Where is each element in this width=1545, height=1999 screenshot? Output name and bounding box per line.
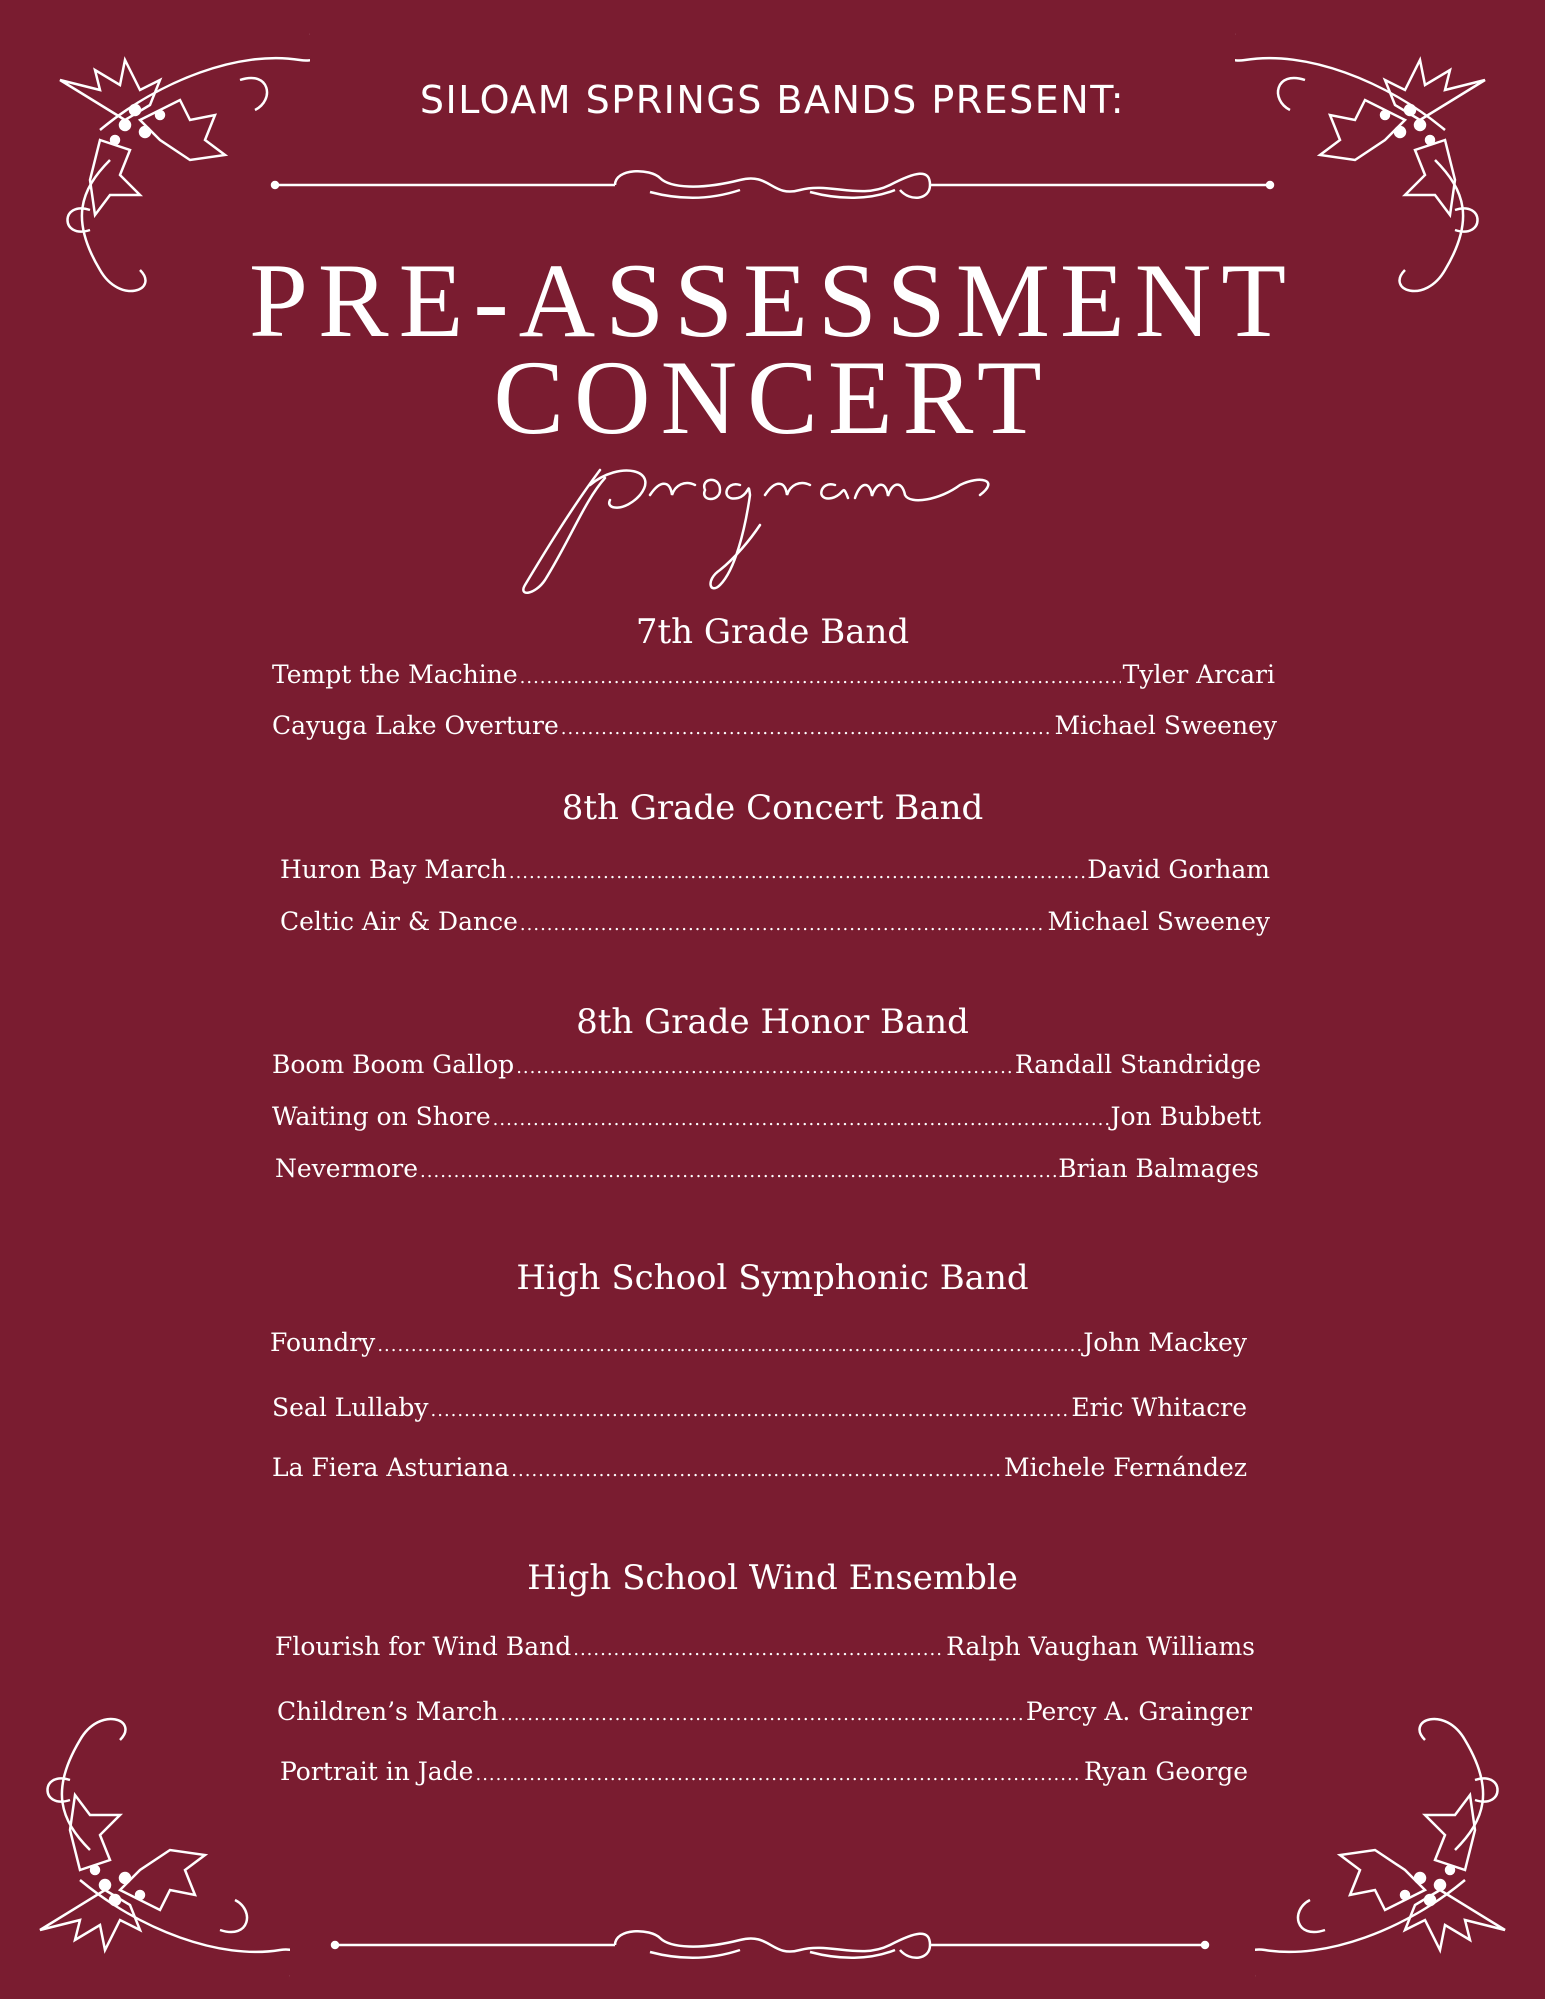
- piece-title: Flourish for Wind Band: [275, 1632, 572, 1661]
- program-row: [272, 660, 1275, 689]
- holly-corner-bottom-right-icon: [1255, 1700, 1525, 1990]
- composer-name: Michael Sweeney: [1047, 907, 1270, 936]
- section-title-8th-grade-concert-band: 8th Grade Concert Band: [561, 788, 984, 828]
- composer-name: John Mackey: [1083, 1328, 1247, 1357]
- piece-title: Children’s March: [277, 1697, 499, 1726]
- dot-leader: [573, 1639, 944, 1660]
- program-script-lettering: [510, 440, 1010, 600]
- program-row: [272, 711, 1277, 740]
- program-row: [272, 1393, 1247, 1422]
- piece-title: Boom Boom Gallop: [272, 1050, 515, 1079]
- concert-title-line-1: PRE-ASSESSMENT: [248, 242, 1297, 359]
- dot-leader: [500, 1704, 1024, 1725]
- composer-name: Tyler Arcari: [1122, 660, 1275, 689]
- composer-name: David Gorham: [1087, 855, 1270, 884]
- piece-title: Nevermore: [275, 1154, 419, 1183]
- program-row: [277, 1697, 1252, 1726]
- section-title-8th-grade-honor-band: 8th Grade Honor Band: [576, 1002, 969, 1042]
- dot-leader: [475, 1764, 1081, 1785]
- composer-name: Ralph Vaughan Williams: [946, 1632, 1255, 1661]
- dot-leader: [516, 1057, 1013, 1078]
- piece-title: La Fiera Asturiana: [272, 1453, 510, 1482]
- piece-title: Huron Bay March: [280, 855, 507, 884]
- piece-title: Seal Lullaby: [272, 1393, 429, 1422]
- program-row: [275, 1632, 1255, 1661]
- composer-name: Michael Sweeney: [1054, 711, 1277, 740]
- dot-leader: [420, 1161, 1056, 1182]
- program-row: [272, 1453, 1247, 1482]
- program-row: [275, 1154, 1259, 1183]
- composer-name: Percy A. Grainger: [1025, 1697, 1252, 1726]
- dot-leader: [561, 718, 1053, 739]
- scroll-divider-top-icon: [270, 160, 1275, 210]
- section-title-hs-symphonic-band: High School Symphonic Band: [516, 1258, 1029, 1298]
- dot-leader: [431, 1400, 1070, 1421]
- program-row: [272, 1102, 1261, 1131]
- program-row: [280, 907, 1270, 936]
- dot-leader: [511, 1460, 1002, 1481]
- piece-title: Celtic Air & Dance: [280, 907, 518, 936]
- program-row: [270, 1328, 1247, 1357]
- piece-title: Tempt the Machine: [272, 660, 518, 689]
- composer-name: Ryan George: [1083, 1757, 1248, 1786]
- dot-leader: [493, 1109, 1109, 1130]
- holly-corner-bottom-left-icon: [20, 1700, 290, 1990]
- composer-name: Michele Fernández: [1003, 1453, 1247, 1482]
- section-title-7th-grade-band: 7th Grade Band: [635, 612, 910, 652]
- dot-leader: [377, 1335, 1081, 1356]
- piece-title: Cayuga Lake Overture: [272, 711, 559, 740]
- concert-title-line-2: CONCERT: [493, 339, 1052, 456]
- program-row: [272, 1050, 1261, 1079]
- composer-name: Eric Whitacre: [1071, 1393, 1247, 1422]
- presenter-line: SILOAM SPRINGS BANDS PRESENT:: [419, 78, 1126, 122]
- dot-leader: [509, 862, 1085, 883]
- composer-name: Brian Balmages: [1058, 1154, 1259, 1183]
- scroll-divider-bottom-icon: [330, 1920, 1210, 1970]
- piece-title: Foundry: [270, 1328, 376, 1357]
- program-row: [280, 1757, 1248, 1786]
- program-row: [280, 855, 1270, 884]
- section-title-hs-wind-ensemble: High School Wind Ensemble: [527, 1558, 1018, 1598]
- dot-leader: [520, 667, 1121, 688]
- piece-title: Portrait in Jade: [280, 1757, 474, 1786]
- piece-title: Waiting on Shore: [272, 1102, 491, 1131]
- dot-leader: [520, 914, 1046, 935]
- composer-name: Jon Bubbett: [1110, 1102, 1261, 1131]
- composer-name: Randall Standridge: [1014, 1050, 1261, 1079]
